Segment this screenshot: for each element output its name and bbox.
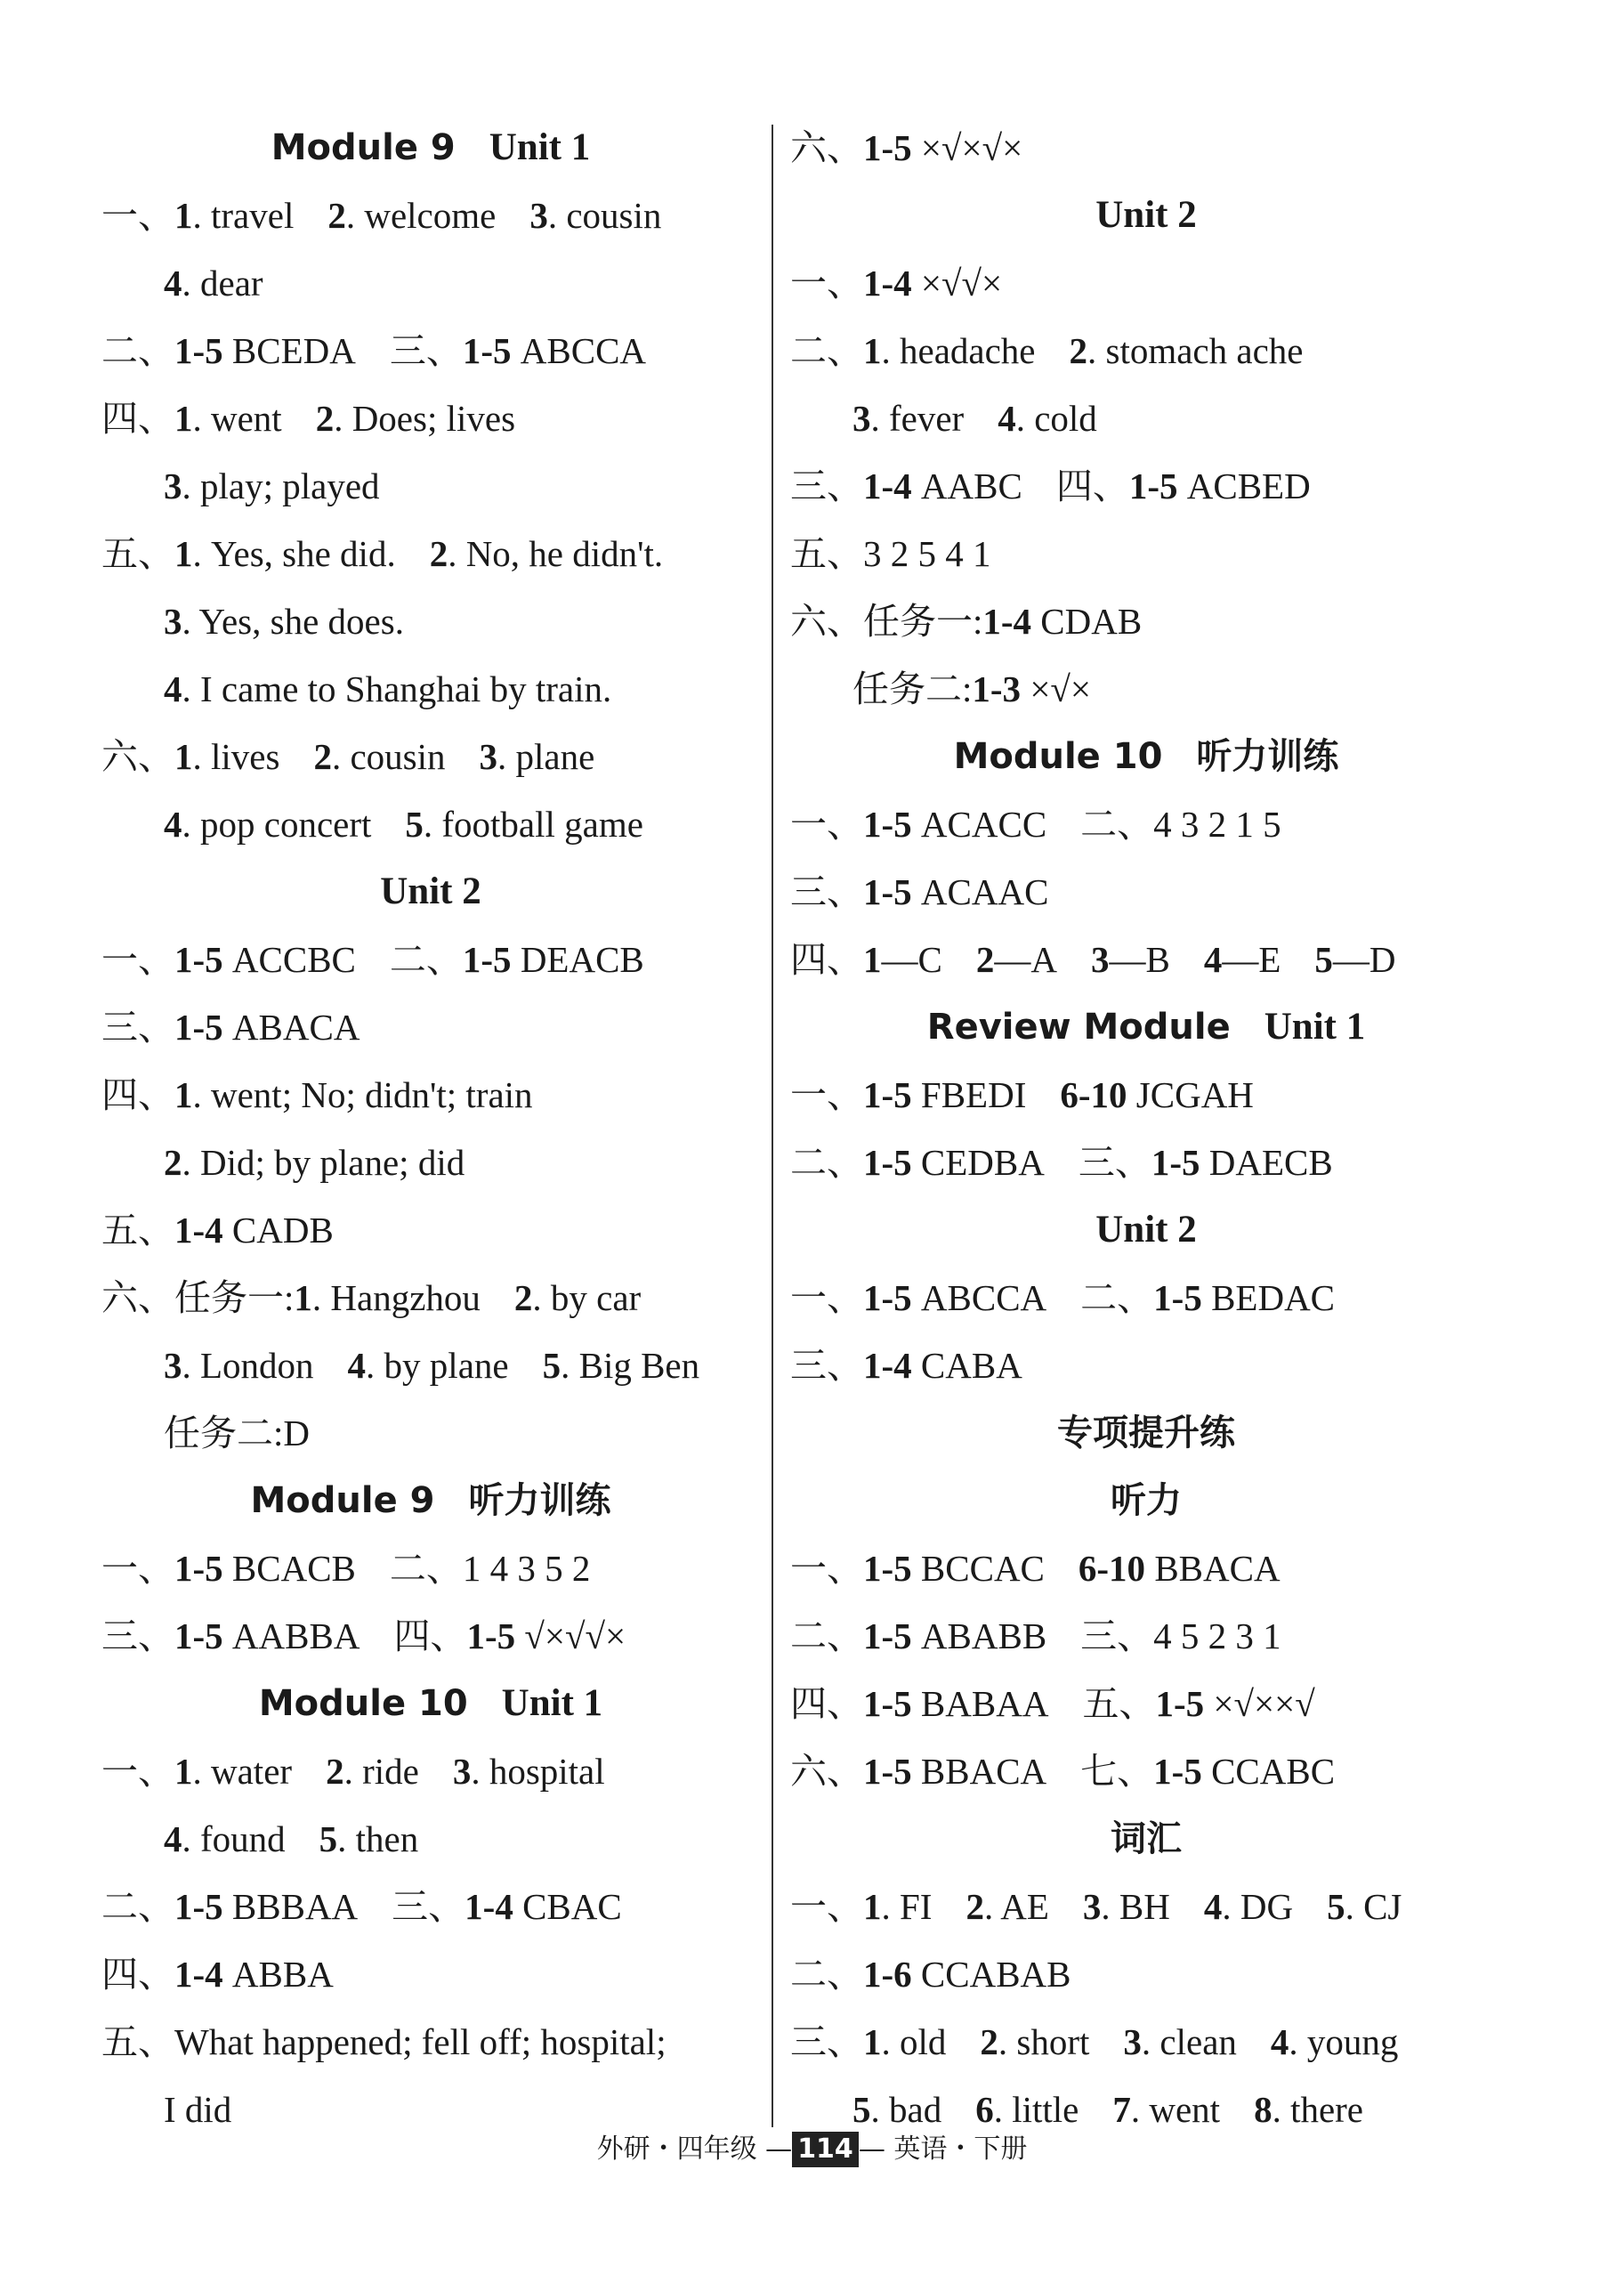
answer-line: 三、1-5 AABBA 四、1-5 √×√√× [101,1615,626,1656]
answer-line: 一、1-4 ×√√× [790,263,1003,304]
answer-line: 一、1-5 FBEDI 6-10 JCGAH [790,1074,1254,1115]
heading-special-practice: 专项提升练 [1057,1413,1235,1453]
answer-line: 六、任务一:1. Hangzhou 2. by car [101,1277,642,1318]
answer-line: 一、1-5 BCACB 二、1 4 3 5 2 [101,1548,591,1589]
heading-listening: 听力 [1111,1480,1182,1521]
answer-line: 3. fever 4. cold [852,398,1097,439]
answer-line: 五、What happened; fell off; hospital; [101,2021,667,2062]
answer-line: 一、1. FI 2. AE 3. BH 4. DG 5. CJ [790,1886,1402,1927]
answer-line: 六、1-5 ×√×√× [790,127,1023,168]
right-column [790,114,1502,2134]
column-divider [772,125,773,2127]
answer-line: 六、1. lives 2. cousin 3. plane [101,736,595,777]
heading-module10-unit1: Module 10 Unit 1 [258,1682,603,1724]
answer-line: 3. London 4. by plane 5. Big Ben [164,1345,700,1386]
answer-line: 一、1. water 2. ride 3. hospital [101,1751,605,1792]
heading-unit: Unit 1 [489,126,591,168]
answer-line: 4. I came to Shanghai by train. [164,668,612,709]
answer-line: 2. Did; by plane; did [164,1142,465,1183]
answer-line: 四、1—C 2—A 3—B 4—E 5—D [790,939,1396,980]
answer-line: 一、1-5 ABCCA 二、1-5 BEDAC [790,1277,1336,1318]
page-footer [0,2127,1624,2172]
answer-line: 任务二:1-3 ×√× [852,668,1092,709]
answer-line: 三、1-4 AABC 四、1-5 ACBED [790,466,1311,506]
answer-line: 四、1. went 2. Does; lives [101,398,516,439]
answer-line: I did [164,2089,232,2130]
heading-module9-listening: Module 9 听力训练 [250,1480,611,1521]
answer-line: 二、1-5 BCEDA 三、1-5 ABCCA [101,330,647,371]
heading-module9-unit1 [101,114,760,182]
answer-line: 5. bad 6. little 7. went 8. there [852,2089,1364,2130]
answer-line: 五、1-4 CADB [101,1210,334,1251]
answer-line: 一、1-5 BCCAC 6-10 BBACA [790,1548,1281,1589]
answer-line: 三、1-5 ACAAC [790,871,1049,912]
left-column [101,114,760,2134]
answer-line: 一、1. travel 2. welcome 3. cousin [101,195,662,236]
answer-line: 四、1. went; No; didn't; train [101,1074,533,1115]
heading-review-unit2: Unit 2 [1095,1209,1197,1251]
answer-line: 六、任务一:1-4 CDAB [790,601,1143,642]
heading-module: Module 9 [271,127,456,168]
answer-line: 三、1-5 ABACA [101,1007,360,1048]
answer-line: 4. dear [164,263,263,304]
footer-left: 外研・四年级 — [596,2133,793,2165]
heading-module10-listening: Module 10 听力训练 [953,736,1339,777]
answer-line: 一、1-5 ACACC 二、4 3 2 1 5 [790,804,1281,845]
answer-line: 二、1. headache 2. stomach ache [790,330,1304,371]
answer-line: 四、1-4 ABBA [101,1954,334,1995]
answer-line: 三、1-4 CABA [790,1345,1022,1386]
answer-line: 二、1-5 CEDBA 三、1-5 DAECB [790,1142,1333,1183]
answer-line: 一、1-5 ACCBC 二、1-5 DEACB [101,939,644,980]
answer-line: 3. Yes, she does. [164,601,404,642]
answer-line: 二、1-5 BBBAA 三、1-4 CBAC [101,1886,622,1927]
answer-line: 五、1. Yes, she did. 2. No, he didn't. [101,533,664,574]
answer-line: 五、3 2 5 4 1 [790,533,991,574]
answer-line: 六、1-5 BBACA 七、1-5 CCABC [790,1751,1336,1792]
heading-unit2: Unit 2 [380,870,481,912]
answer-line: 二、1-6 CCABAB [790,1954,1071,1995]
answer-line: 4. pop concert 5. football game [164,804,643,845]
heading-vocabulary: 词汇 [1111,1818,1182,1859]
heading-unit2: Unit 2 [1095,194,1197,236]
answer-line: 二、1-5 ABABB 三、4 5 2 3 1 [790,1615,1281,1656]
answer-line: 任务二:D [164,1413,310,1453]
answer-line: 3. play; played [164,466,380,506]
heading-review-unit1: Review Module Unit 1 [926,1006,1366,1048]
answer-line: 三、1. old 2. short 3. clean 4. young [790,2021,1399,2062]
answer-line: 四、1-5 BABAA 五、1-5 ×√××√ [790,1683,1315,1724]
footer-right: — 英语・下册 [858,2133,1028,2165]
answer-line: 4. found 5. then [164,1818,419,1859]
page-number: 114 [792,2132,859,2167]
